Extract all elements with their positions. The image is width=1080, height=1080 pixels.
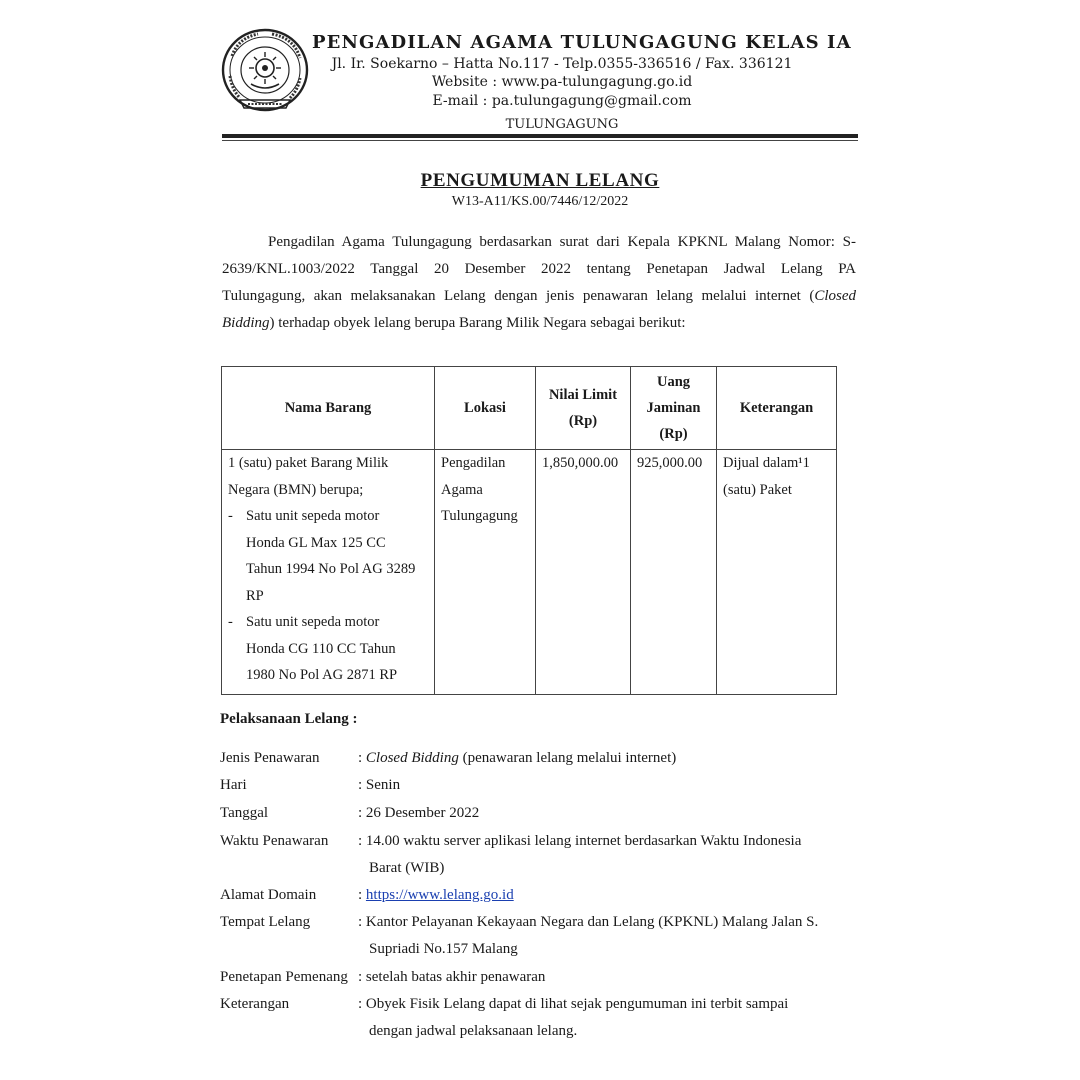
col-header-nilai-limit-line2: (Rp) xyxy=(568,413,598,429)
list-item xyxy=(228,609,430,689)
table-row xyxy=(222,450,837,695)
waktu-penawaran-value xyxy=(358,828,858,882)
tempat-lelang-value xyxy=(358,909,858,963)
lokasi-line-2: Agama xyxy=(441,481,483,498)
keterangan-line-1: Dijual dalam¹1 xyxy=(723,455,810,471)
cell-lokasi xyxy=(435,450,536,695)
keterangan-value xyxy=(358,991,858,1045)
nilai-limit-value: 1,850,000.00 xyxy=(542,455,619,471)
pelaksanaan-title: Pelaksanaan Lelang : xyxy=(220,711,358,727)
domain-sep: : xyxy=(358,887,366,903)
jenis-penawaran-label: Jenis Penawaran xyxy=(220,750,320,766)
cell-uang-jaminan xyxy=(631,450,717,695)
alamat-domain-label: Alamat Domain xyxy=(220,887,317,903)
org-name: PENGADILAN AGAMA TULUNGAGUNG KELAS IA xyxy=(312,32,852,53)
list-item xyxy=(228,503,430,609)
lokasi-line-1: Pengadilan xyxy=(441,455,506,471)
col-header-nilai-limit-line1: Nilai Limit xyxy=(548,387,618,403)
col-header-uang-jaminan-line2: Jaminan xyxy=(646,400,701,416)
bullet-dash: - xyxy=(228,614,233,630)
document-number: W13-A11/KS.00/7446/12/2022 xyxy=(451,194,629,209)
lelang-domain-link[interactable]: https://www.lelang.go.id xyxy=(365,887,514,903)
tanggal-label: Tanggal xyxy=(220,805,269,821)
keterangan-line-2: (satu) Paket xyxy=(723,481,792,498)
cell-nama-barang xyxy=(222,450,435,695)
penetapan-pemenang-value: : setelah batas akhir penawaran xyxy=(358,969,546,985)
document-title-text: PENGUMUMAN LELANG xyxy=(420,170,660,191)
item1-line-3: Tahun 1994 No Pol AG 3289 xyxy=(246,561,416,577)
col-header-nilai-limit xyxy=(536,367,631,450)
hari-value: : Senin xyxy=(358,777,401,793)
org-email: E-mail : pa.tulungagung@gmail.com xyxy=(432,93,692,109)
col-header-uang-jaminan xyxy=(631,367,717,450)
cell-nilai-limit xyxy=(536,450,631,695)
intro-line-3 xyxy=(222,283,856,310)
hari-label: Hari xyxy=(220,777,247,793)
table-header-row xyxy=(222,367,837,450)
org-address: Jl. Ir. Soekarno – Hatta No.117 - Telp.0355-336516 / Fax. 336121 xyxy=(331,56,793,72)
waktu-value-line-2: Barat (WIB) xyxy=(369,860,445,876)
item2-line-2: Honda CG 110 CC Tahun xyxy=(246,640,396,657)
item-intro-line-1: 1 (satu) paket Barang Milik xyxy=(228,455,389,471)
item-intro-line-2: Negara (BMN) berupa; xyxy=(228,481,364,498)
tanggal-value: : 26 Desember 2022 xyxy=(358,805,480,821)
waktu-penawaran-label: Waktu Penawaran xyxy=(220,833,329,849)
item1-line-2: Honda GL Max 125 CC xyxy=(246,534,386,551)
org-city: TULUNGAGUNG xyxy=(505,117,619,132)
tempat-value-line-1: : Kantor Pelayanan Kekayaan Negara dan Lelang (KPKNL) Malang Jalan S. xyxy=(358,914,819,930)
jenis-sep: : xyxy=(358,750,366,766)
uang-jaminan-value: 925,000.00 xyxy=(637,455,703,471)
letterhead-divider-thin xyxy=(222,140,858,141)
ket-value-line-2: dengan jadwal pelaksanaan lelang. xyxy=(369,1023,578,1039)
penetapan-pemenang-label: Penetapan Pemenang xyxy=(220,969,348,985)
document-title xyxy=(300,170,780,192)
jenis-penawaran-value xyxy=(358,745,858,772)
ket-value-line-1: : Obyek Fisik Lelang dapat di lihat sejak pengumuman ini terbit sampai xyxy=(358,996,789,1012)
org-website: Website : www.pa-tulungagung.go.id xyxy=(431,74,693,90)
intro-paragraph xyxy=(222,229,856,337)
cell-keterangan xyxy=(717,450,837,695)
col-header-uang-jaminan-line1: Uang xyxy=(656,374,691,390)
item1-line-1: Satu unit sepeda motor xyxy=(246,508,380,524)
intro-line-4-text: ) terhadap obyek lelang berupa Barang Milik Negara sebagai berikut: xyxy=(269,315,686,331)
keterangan-label: Keterangan xyxy=(220,996,290,1012)
col-header-keterangan: Keterangan xyxy=(717,367,837,450)
alamat-domain-value xyxy=(358,882,858,909)
intro-closed-italic: Closed xyxy=(814,288,856,304)
jenis-italic: Closed Bidding xyxy=(365,750,459,766)
intro-line-2: 2639/KNL.1003/2022 Tanggal 20 Desember 2022 tentang Penetapan Jadwal Lelang PA xyxy=(222,261,856,277)
letterhead-divider-thick xyxy=(222,134,858,138)
intro-line-3-text: Tulungagung, akan melaksanakan Lelang dengan jenis penawaran lelang melalui internet ( xyxy=(222,288,815,304)
waktu-value-line-1: : 14.00 waktu server aplikasi lelang internet berdasarkan Waktu Indonesia xyxy=(358,833,802,849)
item2-line-3: 1980 No Pol AG 2871 RP xyxy=(246,667,398,683)
tempat-lelang-label: Tempat Lelang xyxy=(220,914,311,930)
auction-items-table xyxy=(221,366,837,695)
jenis-rest: (penawaran lelang melalui internet) xyxy=(458,750,677,766)
item2-line-1: Satu unit sepeda motor xyxy=(246,614,380,630)
item1-line-4: RP xyxy=(246,587,264,604)
tempat-value-line-2: Supriadi No.157 Malang xyxy=(369,941,518,957)
court-seal-icon xyxy=(218,26,312,122)
col-header-uang-jaminan-line3: (Rp) xyxy=(659,426,688,442)
lokasi-line-3: Tulungagung xyxy=(441,508,518,524)
bullet-dash: - xyxy=(228,508,233,524)
col-header-nama-barang: Nama Barang xyxy=(222,367,435,450)
intro-line-1: Pengadilan Agama Tulungagung berdasarkan surat dari Kepala KPKNL Malang Nomor: S- xyxy=(268,234,856,250)
col-header-lokasi: Lokasi xyxy=(435,367,536,450)
intro-bidding-italic: Bidding xyxy=(222,315,270,331)
intro-line-4 xyxy=(222,310,856,337)
